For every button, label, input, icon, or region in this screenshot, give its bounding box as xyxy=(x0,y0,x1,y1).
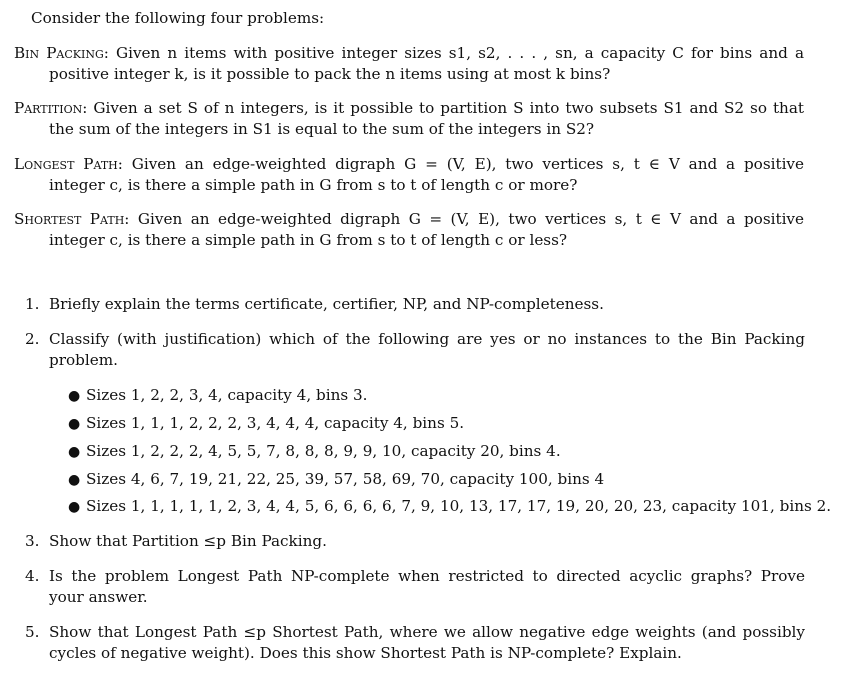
question-number: 5. xyxy=(25,623,40,641)
problem-text: Given n items with positive integer sizes s1, s2, . . . , sn, a capacity C for bins and a xyxy=(115,44,804,62)
problem-name: Longest Path: xyxy=(14,155,123,173)
problem-text: Given an edge-weighted digraph G = (V, E), two vertices s, t ∈ V and a positive xyxy=(137,210,804,228)
question-text: Show that Longest Path ≤p Shortest Path, where we allow negative edge weights (and possibly xyxy=(49,623,805,641)
question-1 xyxy=(25,294,805,315)
question-text-line-2: problem. xyxy=(49,351,118,369)
problem-bin-packing xyxy=(14,43,804,85)
instance-text: Sizes 1, 2, 2, 3, 4, capacity 4, bins 3. xyxy=(86,386,368,404)
question-number: 3. xyxy=(25,532,40,550)
instance-text: Sizes 1, 1, 1, 2, 2, 2, 3, 4, 4, 4, capacity 4, bins 5. xyxy=(86,414,465,432)
problem-line-1 xyxy=(14,154,804,175)
list-item xyxy=(68,469,604,491)
problem-text: Given a set S of n integers, is it possible to partition S into two subsets S1 and S2 so that xyxy=(93,99,804,117)
question-text: Briefly explain the terms certificate, certifier, NP, and NP-completeness. xyxy=(49,295,604,313)
list-item xyxy=(68,441,561,463)
problem-text: Given an edge-weighted digraph G = (V, E), two vertices s, t ∈ V and a positive xyxy=(131,155,804,173)
bullet-icon: ● xyxy=(68,416,81,432)
question-3 xyxy=(25,531,805,552)
problem-name: Shortest Path: xyxy=(14,210,130,228)
question-number: 4. xyxy=(25,567,40,585)
problem-line-2: integer c, is there a simple path in G from s to t of length c or more? xyxy=(49,176,578,194)
bullet-icon: ● xyxy=(68,499,81,515)
intro-text: Consider the following four problems: xyxy=(31,9,325,27)
question-text-line-2: cycles of negative weight). Does this show Shortest Path is NP-complete? Explain. xyxy=(49,644,682,662)
bullet-icon: ● xyxy=(68,444,81,460)
question-text: Classify (with justification) which of the following are yes or no instances to the Bin Packing xyxy=(49,330,805,348)
question-text-line-2: your answer. xyxy=(49,588,148,606)
problem-shortest-path xyxy=(14,209,804,251)
list-item xyxy=(68,413,464,435)
question-text: Show that Partition ≤p Bin Packing. xyxy=(49,532,327,550)
problem-line-1 xyxy=(14,209,804,230)
problem-name: Partition: xyxy=(14,99,88,117)
question-5 xyxy=(25,622,805,664)
problem-partition xyxy=(14,98,804,140)
instance-text: Sizes 1, 2, 2, 2, 4, 5, 5, 7, 8, 8, 8, 9, 9, 10, capacity 20, bins 4. xyxy=(86,442,561,460)
question-text: Is the problem Longest Path NP-complete when restricted to directed acyclic graphs? Prove xyxy=(49,567,805,585)
question-number: 1. xyxy=(25,295,40,313)
instance-text: Sizes 4, 6, 7, 19, 21, 22, 25, 39, 57, 58, 69, 70, capacity 100, bins 4 xyxy=(86,470,605,488)
bullet-icon: ● xyxy=(68,472,81,488)
problem-line-2: integer c, is there a simple path in G from s to t of length c or less? xyxy=(49,231,568,249)
problem-line-1 xyxy=(14,43,804,64)
question-4 xyxy=(25,566,805,608)
instance-text: Sizes 1, 1, 1, 1, 1, 2, 3, 4, 4, 5, 6, 6, 6, 6, 7, 9, 10, 13, 17, 17, 19, 20, 20, 23, capacity 101, bins 2. xyxy=(86,497,832,515)
problem-name: Bin Packing: xyxy=(14,44,109,62)
problem-line-1 xyxy=(14,98,804,119)
question-2 xyxy=(25,329,805,371)
list-item xyxy=(68,496,831,518)
problem-line-2: the sum of the integers in S1 is equal to the sum of the integers in S2? xyxy=(49,120,595,138)
bullet-icon: ● xyxy=(68,388,81,404)
problem-longest-path xyxy=(14,154,804,196)
list-item xyxy=(68,385,367,407)
question-number: 2. xyxy=(25,330,40,348)
problem-line-2: positive integer k, is it possible to pack the n items using at most k bins? xyxy=(49,65,611,83)
